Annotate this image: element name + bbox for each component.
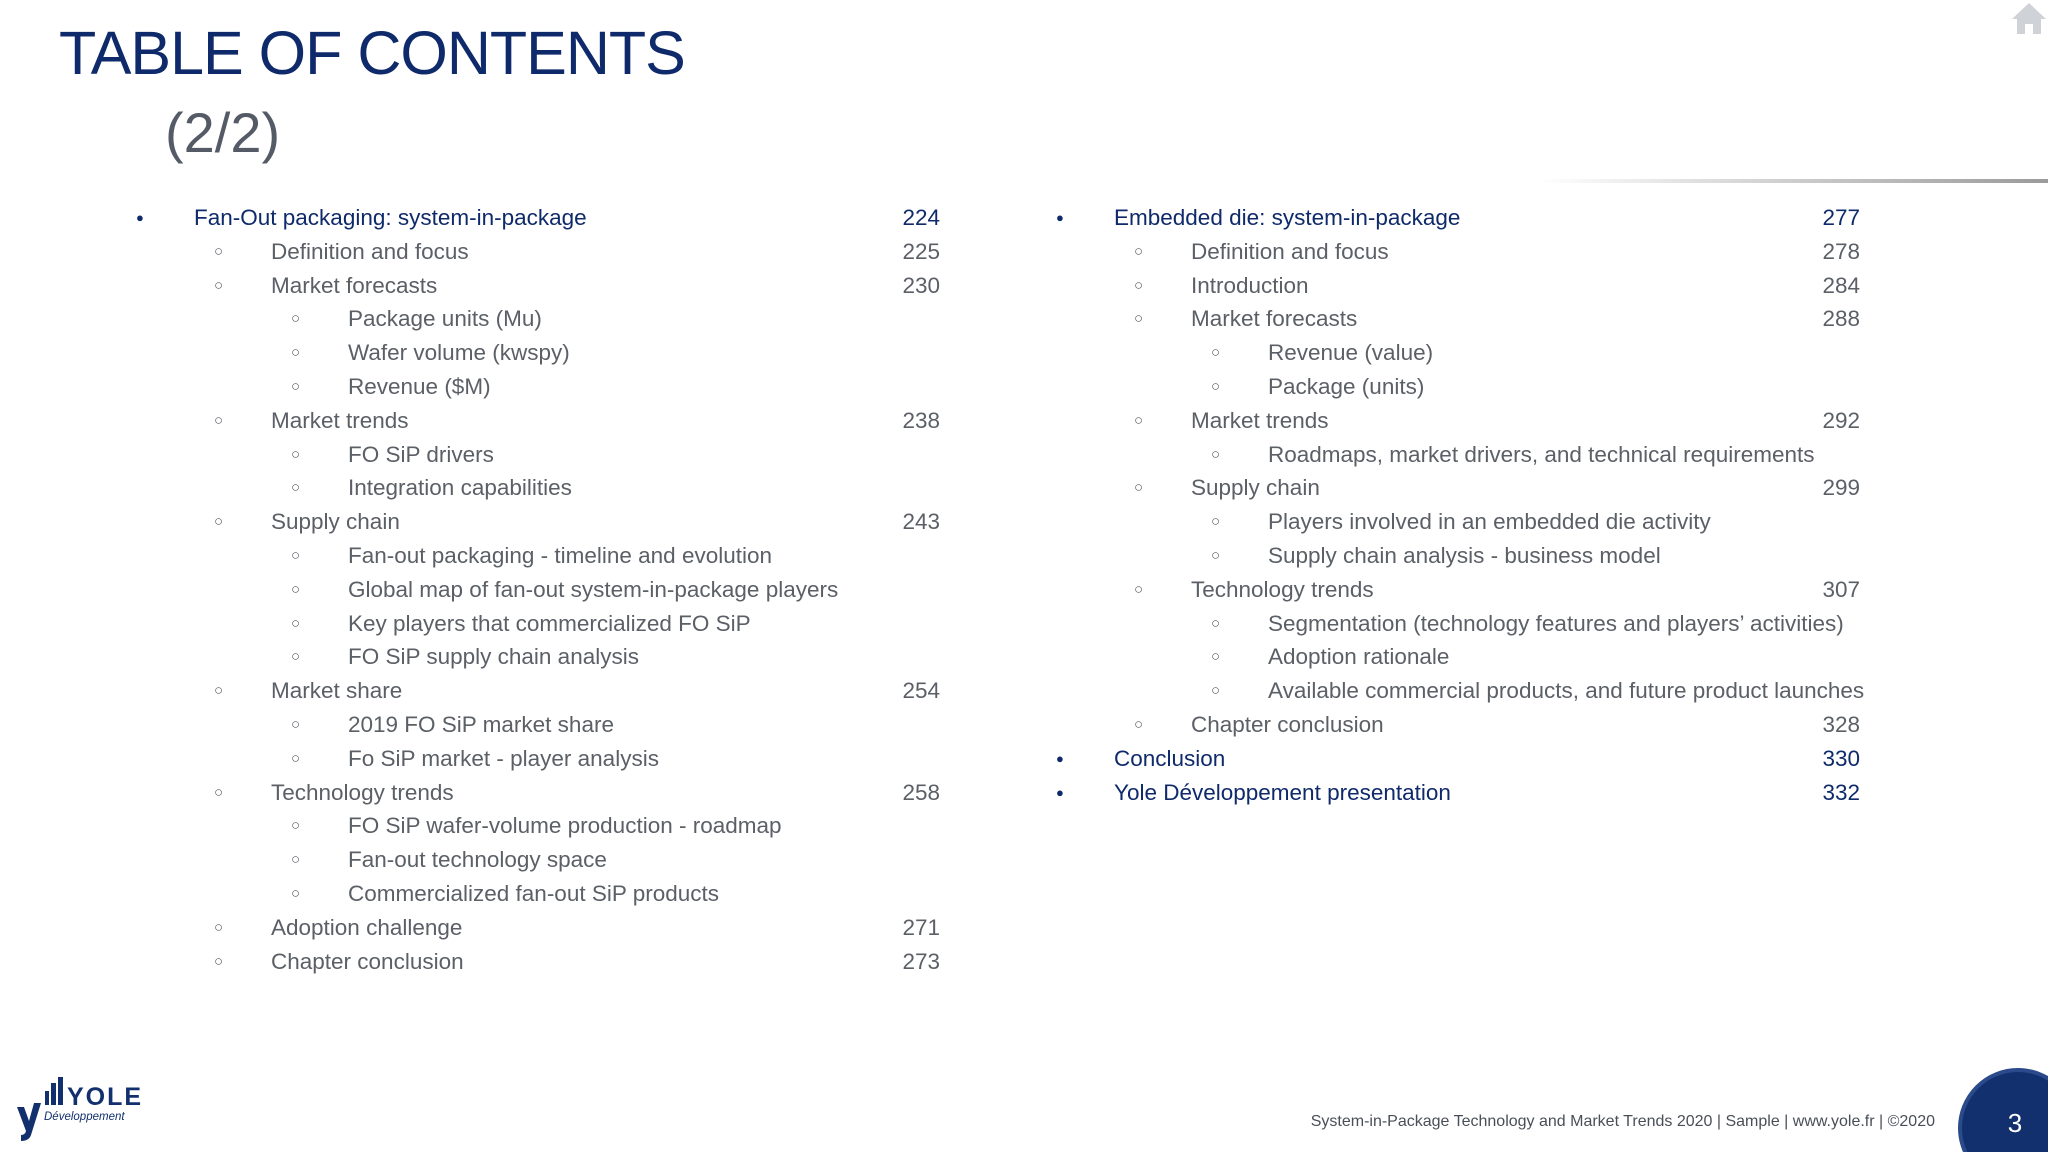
- bullet-circle-icon: ○: [291, 817, 301, 835]
- bullet-circle-icon: ○: [1134, 716, 1144, 733]
- bullet-circle-icon: ○: [214, 682, 224, 700]
- toc-item-label: Chapter conclusion: [271, 948, 464, 974]
- home-icon[interactable]: [2010, 0, 2048, 36]
- bullet-circle-icon: ○: [291, 479, 301, 497]
- bullet-circle-icon: ○: [1211, 344, 1221, 362]
- toc-item-label: Adoption rationale: [1268, 644, 1450, 670]
- toc-item-label: Fan-out technology space: [348, 847, 607, 873]
- bullet-dot-icon: ●: [1056, 750, 1064, 766]
- bullet-circle-icon: ○: [1134, 479, 1144, 497]
- toc-item-page: 230: [902, 272, 940, 298]
- toc-item-label: Available commercial products, and future product launches: [1268, 678, 1865, 704]
- toc-item-label: Definition and focus: [1191, 238, 1389, 264]
- bullet-circle-icon: ○: [214, 918, 224, 936]
- toc-item-label: Fan-Out packaging: system-in-package: [194, 205, 587, 230]
- bullet-circle-icon: ○: [1134, 411, 1144, 429]
- logo-tagline: Développement: [44, 1111, 125, 1123]
- toc-item-label: Market share: [271, 678, 403, 704]
- toc-item-page: 284: [1822, 272, 1860, 298]
- bullet-circle-icon: ○: [1211, 378, 1221, 395]
- toc-item-label: Global map of fan-out system-in-package players: [348, 576, 839, 602]
- footer-text: System-in-Package Technology and Market Trends 2020 | Sample | www.yole.fr | ©2020: [1310, 1113, 1935, 1130]
- bullet-circle-icon: ○: [1211, 547, 1221, 564]
- toc-item-page: 288: [1822, 306, 1860, 332]
- bullet-circle-icon: ○: [214, 276, 224, 294]
- toc-item-page: 299: [1822, 475, 1860, 501]
- page-subtitle: (2/2): [165, 101, 281, 164]
- toc-item-label: FO SiP supply chain analysis: [348, 644, 639, 670]
- toc-item-page: 225: [902, 238, 940, 264]
- bullet-circle-icon: ○: [1211, 682, 1221, 700]
- toc-item-label: Market trends: [271, 407, 409, 433]
- bullet-circle-icon: ○: [291, 749, 301, 767]
- page-title: TABLE OF CONTENTS: [59, 19, 685, 87]
- toc-item-label: Package (units): [1268, 374, 1425, 399]
- toc-item-page: 307: [1822, 576, 1860, 602]
- bullet-circle-icon: ○: [291, 614, 301, 632]
- bullet-circle-icon: ○: [291, 445, 301, 463]
- logo-brand: YOLE: [67, 1083, 144, 1111]
- toc-item-label: Wafer volume (kwspy): [348, 340, 570, 366]
- bullet-circle-icon: ○: [1134, 276, 1144, 294]
- toc-item-label: Yole Développement presentation: [1114, 779, 1451, 805]
- toc-item-label: Market forecasts: [271, 272, 438, 298]
- toc-item-label: Integration capabilities: [348, 475, 572, 501]
- toc-item-label: Players involved in an embedded die activity: [1268, 509, 1711, 535]
- toc-item-label: Supply chain: [271, 509, 400, 535]
- toc-item-label: 2019 FO SiP market share: [348, 712, 614, 737]
- toc-item-label: Supply chain: [1191, 475, 1320, 501]
- bullet-circle-icon: ○: [1211, 614, 1221, 632]
- toc-item-label: Technology trends: [271, 779, 454, 805]
- bullet-circle-icon: ○: [291, 547, 301, 564]
- bullet-circle-icon: ○: [291, 648, 301, 666]
- yole-logo[interactable]: [15, 1073, 155, 1143]
- bullet-circle-icon: ○: [214, 411, 224, 429]
- toc-item-page: 332: [1822, 779, 1860, 805]
- bullet-circle-icon: ○: [291, 378, 301, 395]
- bullet-circle-icon: ○: [214, 242, 224, 260]
- bullet-circle-icon: ○: [1134, 242, 1144, 260]
- bullet-circle-icon: ○: [1211, 445, 1221, 463]
- toc-item-label: Commercialized fan-out SiP products: [348, 881, 719, 906]
- toc-item-page: 258: [902, 779, 940, 805]
- bullet-dot-icon: ●: [1056, 784, 1064, 800]
- toc-item-page: 292: [1822, 407, 1860, 433]
- toc-item-page: 271: [902, 914, 940, 940]
- bullet-circle-icon: ○: [214, 952, 224, 970]
- toc-item-label: Conclusion: [1114, 745, 1226, 771]
- toc-item-label: Introduction: [1191, 272, 1309, 298]
- bullet-circle-icon: ○: [214, 513, 224, 531]
- toc-item-label: Key players that commercialized FO SiP: [348, 610, 751, 636]
- toc-item-label: Roadmaps, market drivers, and technical requirements: [1268, 441, 1815, 467]
- toc-item-label: Fan-out packaging - timeline and evolution: [348, 543, 773, 568]
- toc-item-label: Adoption challenge: [271, 914, 463, 940]
- bullet-circle-icon: ○: [291, 716, 301, 733]
- bullet-circle-icon: ○: [1134, 310, 1144, 328]
- toc-item-label: Supply chain analysis - business model: [1268, 543, 1661, 568]
- toc-item-page: 330: [1822, 745, 1860, 771]
- toc-item-label: Market forecasts: [1191, 306, 1358, 332]
- page-number: 3: [2007, 1108, 2023, 1138]
- toc-item-label: Segmentation (technology features and players’ activities): [1268, 610, 1844, 636]
- bullet-circle-icon: ○: [291, 310, 301, 328]
- bullet-circle-icon: ○: [1211, 648, 1221, 666]
- toc-item-page: 243: [902, 509, 940, 535]
- bullet-dot-icon: ●: [136, 210, 144, 225]
- bullet-circle-icon: ○: [1211, 513, 1221, 531]
- toc-item-label: Package units (Mu): [348, 306, 542, 332]
- toc-item-page: 278: [1822, 238, 1860, 264]
- bullet-circle-icon: ○: [291, 580, 301, 598]
- bullet-circle-icon: ○: [291, 851, 301, 869]
- toc-item-label: FO SiP drivers: [348, 441, 494, 467]
- toc-item-page: 273: [902, 948, 940, 974]
- toc-item-page: 238: [902, 407, 940, 433]
- toc-item-label: Embedded die: system-in-package: [1114, 205, 1461, 230]
- toc-item-page: 254: [902, 678, 940, 704]
- toc-item-label: Revenue ($M): [348, 374, 491, 399]
- toc-item-label: Definition and focus: [271, 238, 469, 264]
- bullet-circle-icon: ○: [1134, 580, 1144, 598]
- toc-item-label: Technology trends: [1191, 576, 1374, 602]
- bullet-circle-icon: ○: [214, 783, 224, 801]
- toc-item-label: Market trends: [1191, 407, 1329, 433]
- toc-item-label: Chapter conclusion: [1191, 712, 1384, 737]
- header-rule: [1540, 179, 2048, 183]
- bullet-circle-icon: ○: [291, 885, 301, 902]
- toc-item-label: Fo SiP market - player analysis: [348, 745, 659, 771]
- toc-item-page: 328: [1822, 712, 1860, 737]
- toc-item-label: FO SiP wafer-volume production - roadmap: [348, 813, 782, 839]
- bullet-dot-icon: ●: [1056, 210, 1064, 225]
- toc-item-page: 277: [1822, 205, 1860, 230]
- toc-item-page: 224: [902, 205, 940, 230]
- toc-item-label: Revenue (value): [1268, 340, 1434, 366]
- bullet-circle-icon: ○: [291, 344, 301, 362]
